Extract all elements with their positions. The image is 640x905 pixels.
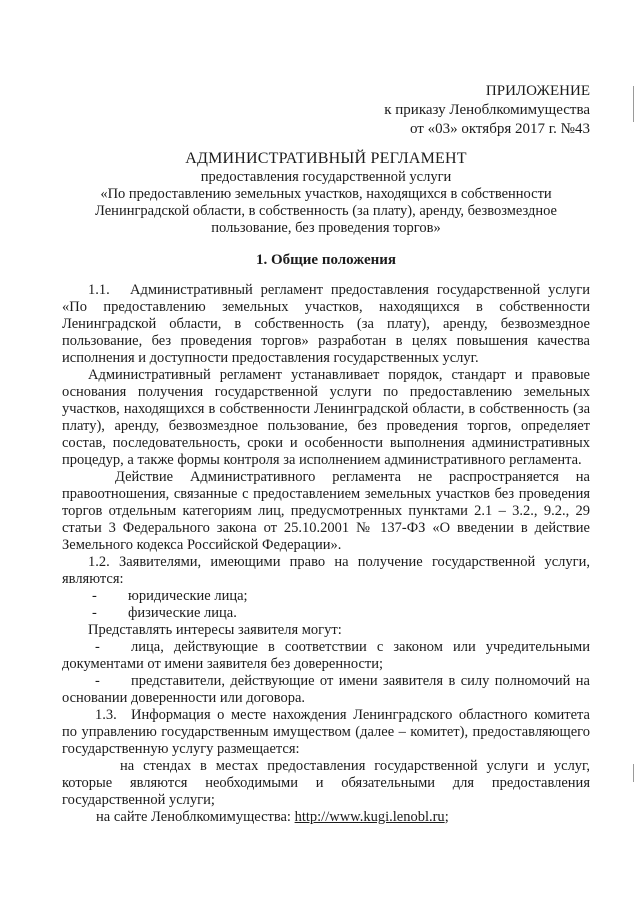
- document-title-block: [62, 148, 590, 237]
- paragraph-text: Административный регламент предоставления государственной услуги «По предоставлению земельных участков, находящихся в собственности Ленинградской области, в собственность (за плату), аренду, безвозмездное пользование, без проведения торгов» разработан в целях повышения качества исполнения и доступности предоставления государственных услуг.: [62, 282, 590, 366]
- paragraph-text: Информация о месте нахождения Ленинградского областного комитета по управлению государственным имуществом (далее – комитет), предоставляющего государственную услугу размещается:: [62, 707, 590, 757]
- clause-number: 1.3.: [95, 707, 117, 723]
- paragraph-1-3: [62, 707, 590, 758]
- document-subtitle-line: Ленинградской области, в собственность (за плату), аренду, безвозмездное: [95, 203, 557, 219]
- list-item-text: физические лица.: [128, 605, 237, 621]
- list-dash: -: [92, 588, 97, 604]
- scan-edge-mark: [633, 764, 634, 782]
- document-title: АДМИНИСТРАТИВНЫЙ РЕГЛАМЕНТ: [185, 150, 467, 167]
- document-subtitle-line: «По предоставлению земельных участков, находящихся в собственности: [100, 186, 552, 202]
- website-suffix: ;: [444, 809, 449, 825]
- appendix-header: [290, 82, 590, 139]
- list-item: [62, 588, 590, 605]
- paragraph-1-1: [62, 282, 590, 367]
- list-item-text: представители, действующие от имени заявителя в силу полномочий на основании доверенности или договора.: [62, 673, 590, 706]
- paragraph-representatives: Представлять интересы заявителя могут:: [88, 622, 342, 638]
- document-subtitle-line: предоставления государственной услуги: [200, 169, 452, 185]
- paragraph-scope: Административный регламент устанавливает порядок, стандарт и правовые основания получения государственной услуги по предоставлению земельных участков, находящихся в собственности Ленинградской области, в собственность (за плату), аренду, безвозмездное пользование, без проведения торгов, определяет состав, последовательность, сроки и особенности выполнения административных процедур, а также формы контроля за исполнением административного регламента.: [62, 367, 590, 468]
- paragraph-stands: на стендах в местах предоставления государственной услуги и услуг, которые являются необходимыми и обязательными для предоставления государственной услуги;: [62, 758, 590, 808]
- document-body: [62, 282, 590, 826]
- section-heading: 1. Общие положения: [255, 252, 397, 268]
- list-item: [62, 639, 590, 673]
- website-link[interactable]: http://www.kugi.lenobl.ru: [294, 809, 445, 825]
- document-subtitle-line: пользование, без проведения торгов»: [211, 220, 441, 236]
- website-prefix: на сайте Леноблкомимущества:: [96, 809, 295, 825]
- clause-number: 1.1.: [88, 282, 110, 298]
- paragraph-1-2: 1.2. Заявителями, имеющими право на получение государственной услуги, являются:: [62, 554, 590, 587]
- list-dash: -: [95, 639, 100, 655]
- list-item: [62, 605, 590, 622]
- list-dash: -: [92, 605, 97, 621]
- order-date: от «03» октября 2017 г. №43: [409, 121, 590, 137]
- list-dash: -: [95, 673, 100, 689]
- list-item-text: юридические лица;: [128, 588, 248, 604]
- paragraph-website: [62, 809, 590, 826]
- list-item: [62, 673, 590, 707]
- list-item-text: лица, действующие в соответствии с законом или учредительными документами от имени заявителя без доверенности;: [62, 639, 590, 672]
- appendix-label: ПРИЛОЖЕНИЕ: [485, 83, 590, 99]
- order-reference: к приказу Леноблкомимущества: [384, 102, 590, 118]
- paragraph-exclusions: Действие Административного регламента не распространяется на правоотношения, связанные с предоставлением земельных участков без проведения торгов отдельным категориям лиц, предусмотренных пунктами 2.1 – 3.2., 9.2., 29 статьи 3 Федерального закона от 25.10.2001 № 137-ФЗ «О введении в действие Земельного кодекса Российской Федерации».: [62, 469, 590, 553]
- scan-edge-mark: [633, 86, 634, 122]
